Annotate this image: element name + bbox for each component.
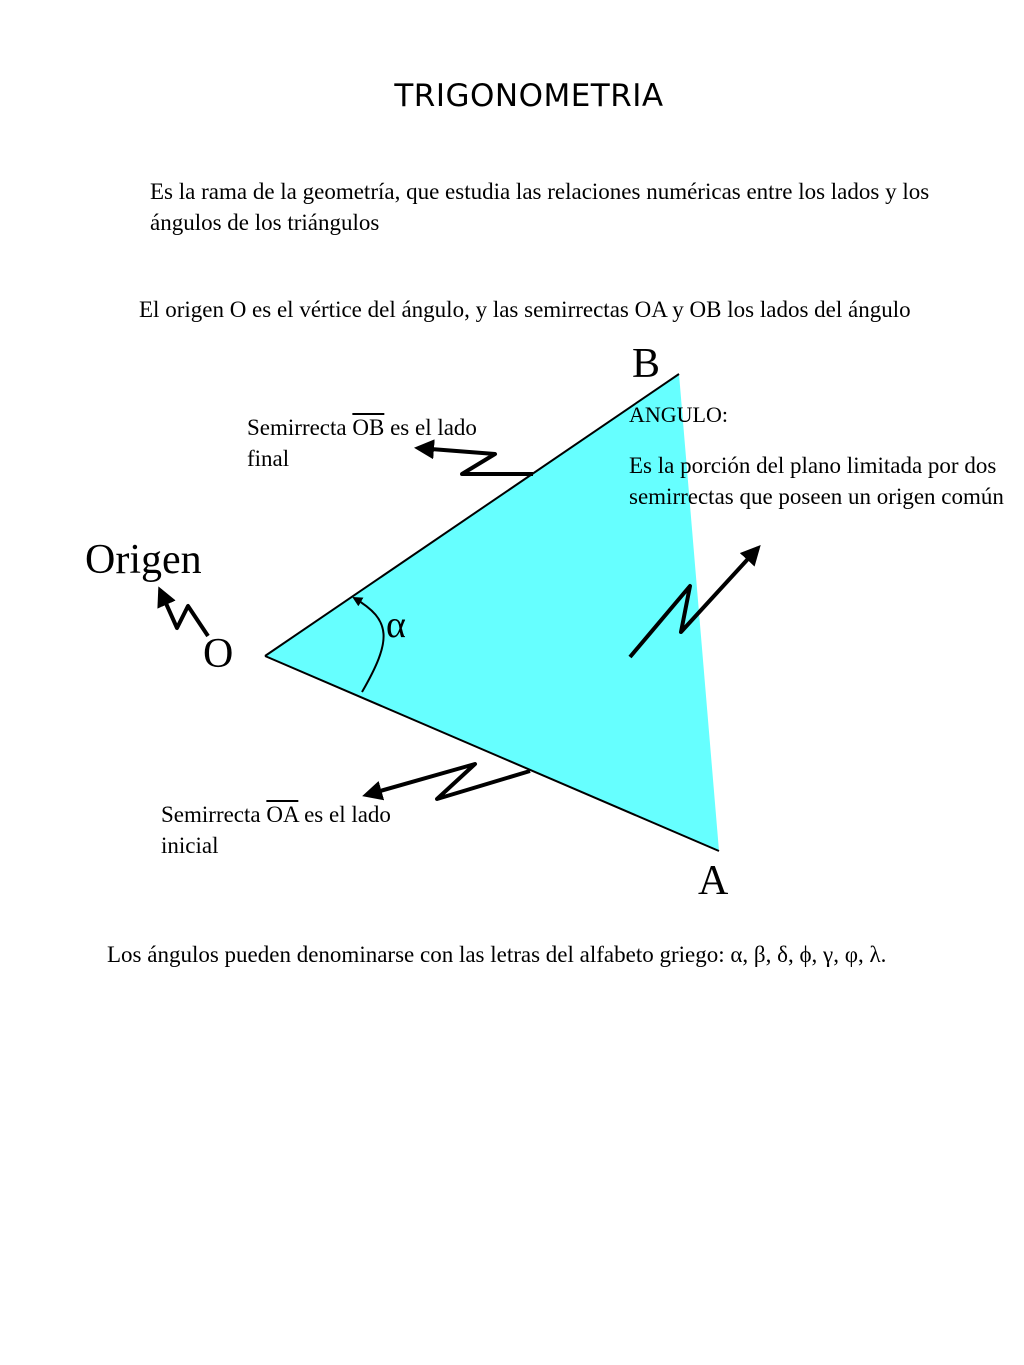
- angle-alpha-label: α: [386, 604, 406, 646]
- semirrecta-oa-suffix: es el lado inicial: [161, 802, 391, 858]
- origin-label: Origen: [85, 537, 202, 583]
- zigzag-arrow-icon: [366, 764, 530, 799]
- vertex-o-label: O: [203, 631, 234, 677]
- semirrecta-ob-prefix: Semirrecta: [247, 415, 353, 440]
- intro-paragraph: Es la rama de la geometría, que estudia las relaciones numéricas entre los lados y los ángulos de los triángulos: [150, 179, 930, 235]
- semirrecta-ob-name: $\overline{OB}$: [352, 415, 385, 440]
- semirrecta-oa-name: $\overline{OA}$: [266, 802, 299, 827]
- semirrecta-oa-caption: [161, 799, 391, 861]
- point-a-label: A: [698, 858, 729, 904]
- point-b-label: B: [632, 341, 661, 387]
- definition-title: ANGULO:: [629, 402, 728, 427]
- semirrecta-oa-prefix: Semirrecta: [161, 802, 267, 827]
- semirrecta-ob-caption: [247, 412, 477, 474]
- greek-letters-paragraph: Los ángulos pueden denominarse con las letras del alfabeto griego: α, β, δ, ϕ, γ, φ, λ.: [107, 942, 887, 967]
- origin-paragraph: El origen O es el vértice del ángulo, y las semirrectas OA y OB los lados del ángulo: [139, 297, 911, 322]
- zigzag-arrow-icon: [160, 590, 208, 636]
- semirrecta-ob-suffix: es el lado final: [247, 415, 477, 471]
- definition-text: Es la porción del plano limitada por dos semirrectas que poseen un origen común: [629, 453, 1004, 509]
- page-title: TRIGONOMETRIA: [394, 78, 664, 114]
